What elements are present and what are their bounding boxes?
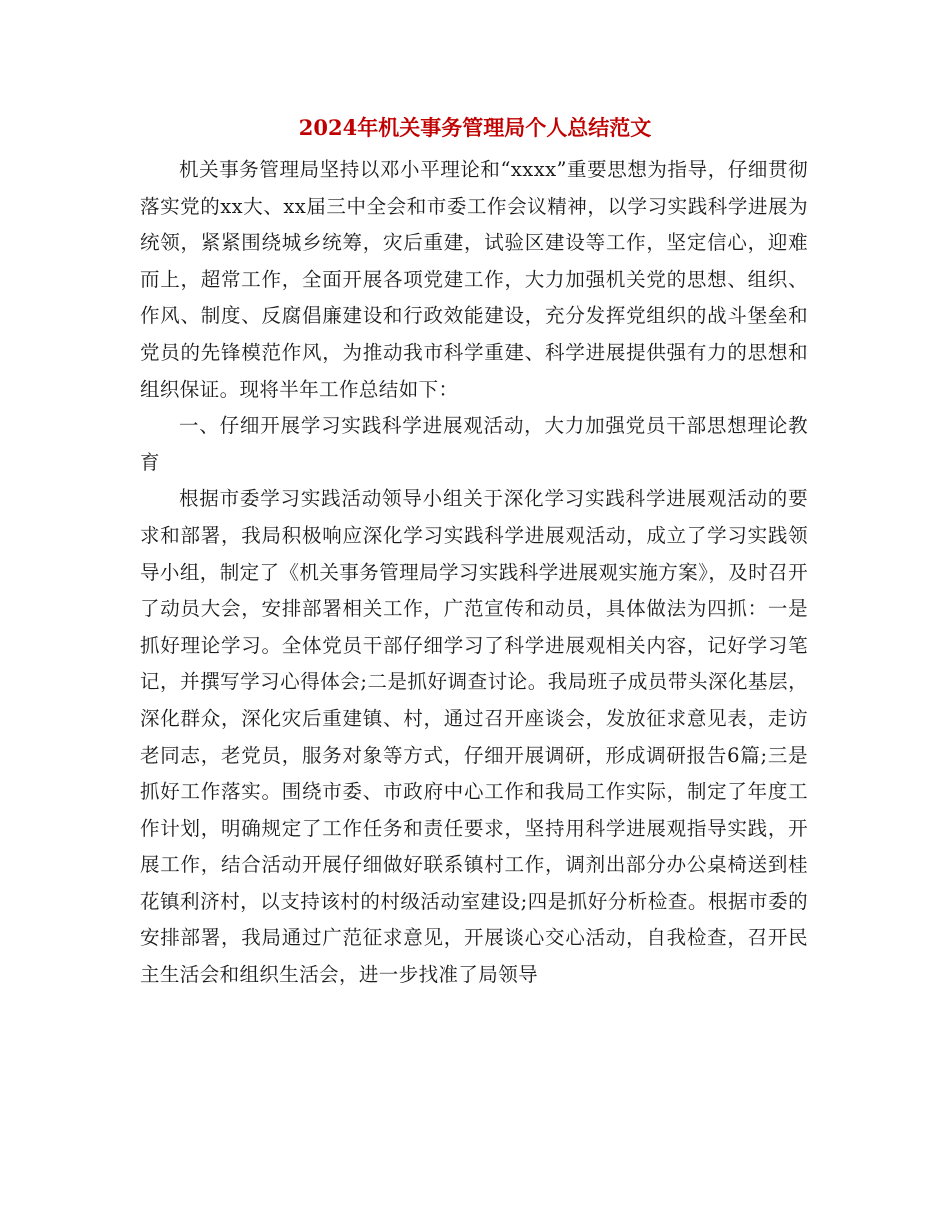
- section-heading-1: 一、仔细开展学习实践科学进展观活动，大力加强党员干部思想理论教育: [140, 414, 808, 474]
- document-title: 2024年机关事务管理局个人总结范文: [298, 115, 652, 140]
- paragraph-section-1: 根据市委学习实践活动领导小组关于深化学习实践科学进展观活动的要求和部署，我局积极响应深化学习实践科学进展观活动，成立了学习实践领导小组，制定了《机关事务管理局学习实践科学进展观实施方案》，及时召开了动员大会，安排部署相关工作，广范宣传和动员，具体做法为四抓：一是抓好理论学习。全体党员干部仔细学习了科学进展观相关内容，记好学习笔记，并撰写学习心得体会;二是抓好调查讨论。我局班子成员带头深化基层，深化群众，深化灾后重建镇、村，通过召开座谈会，发放征求意见表，走访老同志，老党员，服务对象等方式，仔细开展调研，形成调研报告6篇;三是抓好工作落实。围绕市委、市政府中心工作和我局工作实际，制定了年度工作计划，明确规定了工作任务和责任要求，坚持用科学进展观指导实践，开展工作，结合活动开展仔细做好联系镇村工作，调剂出部分办公桌椅送到桂花镇利济村，以支持该村的村级活动室建设;四是抓好分析检查。根据市委的安排部署，我局通过广范征求意见，开展谈心交心活动，自我检查，召开民主生活会和组织生活会，进一步找准了局领导: [140, 487, 808, 987]
- paragraph-intro: 机关事务管理局坚持以邓小平理论和“xxxx”重要思想为指导，仔细贯彻落实党的xx大、xx届三中全会和市委工作会议精神，以学习实践科学进展为统领，紧紧围绕城乡统筹，灾后重建，试验区建设等工作，坚定信心，迎难而上，超常工作，全面开展各项党建工作，大力加强机关党的思想、组织、作风、制度、反腐倡廉建设和行政效能建设，充分发挥党组织的战斗堡垒和党员的先锋模范作风，为推动我市科学重建、科学进展提供强有力的思想和组织保证。现将半年工作总结如下：: [140, 158, 808, 401]
- document-body: [140, 152, 808, 994]
